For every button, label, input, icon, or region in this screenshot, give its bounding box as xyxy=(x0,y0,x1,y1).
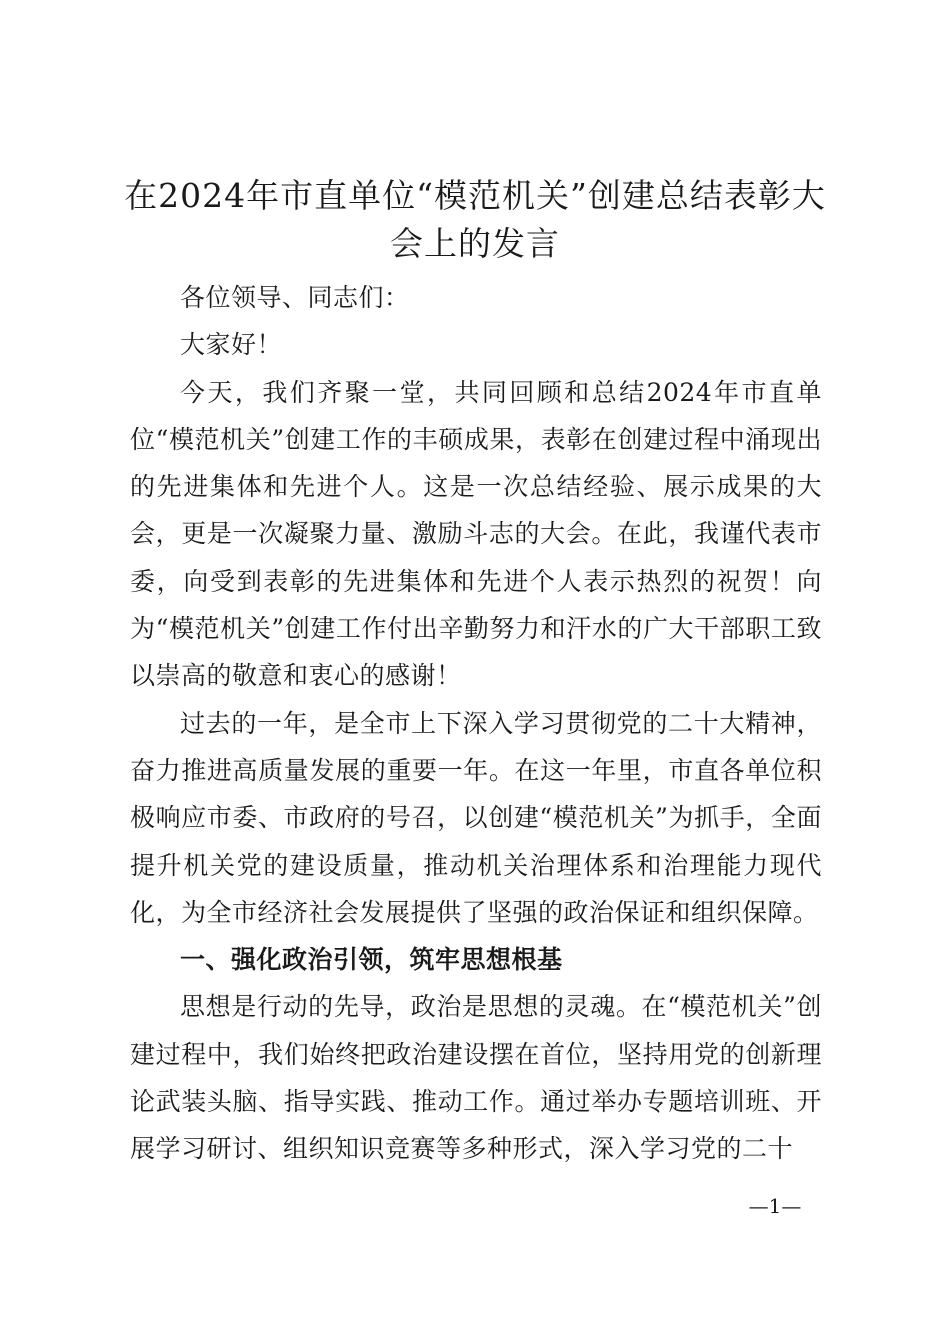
page-number: —1— xyxy=(748,1194,802,1218)
document-title: 在2024年市直单位“模范机关”创建总结表彰大会上的发言 xyxy=(124,176,826,263)
section-heading: 一、强化政治引领，筑牢思想根基 xyxy=(180,945,563,975)
document-body xyxy=(130,274,822,1173)
paragraph-intro: 今天，我们齐聚一堂，共同回顾和总结2024年市直单位“模范机关”创建工作的丰硕成果，表彰在创建过程中涌现出的先进集体和先进个人。这是一次总结经验、展示成果的大会，更是一次凝聚力量、激励斗志的大会。在此，我谨代表市委，向受到表彰的先进集体和先进个人表示热烈的祝贺！向为“模范机关”创建工作付出辛勤努力和汗水的广大干部职工致以崇高的敬意和衷心的感谢！ xyxy=(130,377,822,691)
salutation: 各位领导、同志们： xyxy=(180,283,410,312)
greeting: 大家好！ xyxy=(180,330,283,360)
section-paragraph: 思想是行动的先导，政治是思想的灵魂。在“模范机关”创建过程中，我们始终把政治建设摆在首位，坚持用党的创新理论武装头脑、指导实践、推动工作。通过举办专题培训班、开展学习研讨、组织知识竞赛等多种形式，深入学习党的二十 xyxy=(130,992,822,1164)
paragraph-review: 过去的一年，是全市上下深入学习贯彻党的二十大精神，奋力推进高质量发展的重要一年。在这一年里，市直各单位积极响应市委、市政府的号召，以创建“模范机关”为抓手，全面提升机关党的建设质量，推动机关治理体系和治理能力现代化，为全市经济社会发展提供了坚强的政治保证和组织保障。 xyxy=(130,708,822,927)
